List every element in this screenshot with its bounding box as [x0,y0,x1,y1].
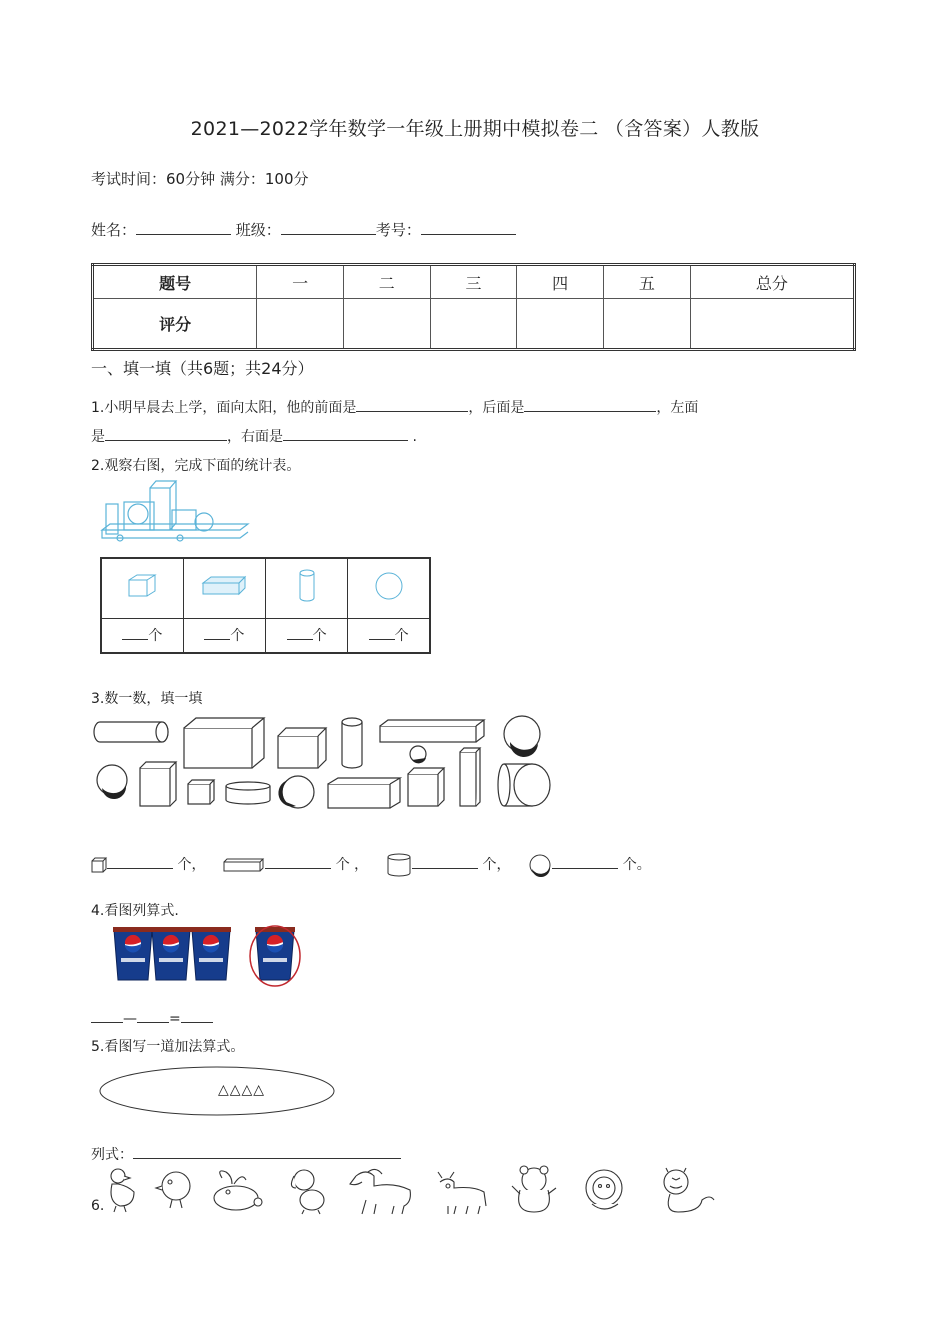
count-blank [287,625,313,640]
score-cell[interactable] [430,299,517,350]
q1-text: 1.小明早晨去上学，面向太阳，他的前面是 [91,400,357,416]
score-cell[interactable] [690,299,854,350]
student-info-row [91,219,516,240]
q1-blank-right[interactable] [283,426,408,441]
q1-blank-back[interactable] [524,397,656,412]
cuboid-icon [223,858,265,872]
unit-label: 个 [394,628,409,645]
exam-info: 考试时间：60分钟 满分：100分 [91,170,309,188]
score-header-cell: 总分 [690,265,854,299]
sep: ， [354,857,369,873]
stat-cell-sphere [348,558,430,618]
equals-sign: = [169,1011,181,1027]
id-blank[interactable] [421,220,516,235]
q5-text: 5.看图写一道加法算式。 [91,1039,245,1055]
shape-pile-image [100,478,250,544]
formula-label: 列式： [91,1147,133,1163]
count-blank [122,625,148,640]
unit-label: 个 [622,857,637,873]
section-title: 一、填一填（共6题；共24分） [91,359,314,378]
unit-label: 个 [312,628,327,645]
q3-answer-row [91,853,651,877]
cube-icon [91,857,107,873]
solid-shapes-image [92,712,554,814]
q3-text: 3.数一数，填一填 [91,691,203,707]
formula-blank[interactable] [133,1144,401,1159]
id-label: 考号： [375,221,421,239]
subtrahend-blank[interactable] [137,1008,169,1023]
sphere-icon [528,853,552,877]
q6-number: 6. [91,1198,105,1214]
cuboid-count-blank[interactable] [265,854,331,869]
oval-frame [98,1065,336,1117]
unit-label: 个 [177,857,192,873]
score-cell[interactable] [604,299,691,350]
cube-icon [127,574,157,598]
name-label: 姓名： [91,221,137,239]
sep: ， [191,857,206,873]
q1-line2 [91,426,417,446]
score-cell[interactable] [517,299,604,350]
q4-text: 4.看图列算式. [91,903,179,919]
q2-text: 2.观察右图，完成下面的统计表。 [91,458,301,474]
pepsi-cups-image [112,924,302,986]
q5-formula [91,1144,401,1164]
stat-count-cell[interactable] [101,618,183,653]
score-header-cell: 题号 [93,265,257,299]
stat-cell-cuboid [183,558,265,618]
class-label: 班级： [235,221,281,239]
stat-cell-cube [101,558,183,618]
name-blank[interactable] [136,220,231,235]
class-blank[interactable] [281,220,376,235]
unit-label: 个 [148,628,163,645]
sep: 。 [636,857,651,873]
cuboid-icon [201,576,247,596]
sphere-count-blank[interactable] [552,854,618,869]
unit-label: 个 [230,628,245,645]
q4-formula [91,1008,213,1027]
stat-table [100,557,431,654]
cylinder-count-blank[interactable] [412,854,478,869]
count-blank [204,625,230,640]
score-table [91,263,856,351]
triangles: △△△△ [218,1082,266,1098]
score-header-cell: 三 [430,265,517,299]
cups-svg [112,924,302,986]
score-header-cell: 五 [604,265,691,299]
cube-count-blank[interactable] [107,854,173,869]
minus-sign: — [123,1011,137,1027]
cylinder-icon [298,569,316,603]
q1-blank-left[interactable] [105,426,227,441]
score-cell[interactable] [343,299,430,350]
score-header-cell: 一 [257,265,344,299]
unit-label: 个 [335,857,350,873]
animals-image [104,1166,720,1216]
stat-cell-cylinder [266,558,348,618]
stat-count-cell[interactable] [266,618,348,653]
q1-blank-front[interactable] [356,397,468,412]
score-header-cell: 二 [343,265,430,299]
q1-text: . [412,429,417,445]
q1-text: ，右面是 [227,429,283,445]
cylinder-icon [386,853,412,877]
unit-label: 个 [482,857,497,873]
stat-count-cell[interactable] [183,618,265,653]
sep: ， [496,857,511,873]
sphere-icon [374,571,404,601]
q1-text: 是 [91,429,105,445]
score-row-label: 评分 [93,299,257,350]
q1-text: ，左面 [656,400,699,416]
count-blank [369,625,395,640]
result-blank[interactable] [181,1008,213,1023]
q1-text: ，后面是 [468,400,525,416]
q1-line1 [91,397,698,417]
page-title: 2021—2022学年数学一年级上册期中模拟卷二 （含答案）人教版 [190,118,760,140]
minuend-blank[interactable] [91,1008,123,1023]
stat-count-cell[interactable] [348,618,430,653]
score-cell[interactable] [257,299,344,350]
score-header-cell: 四 [517,265,604,299]
